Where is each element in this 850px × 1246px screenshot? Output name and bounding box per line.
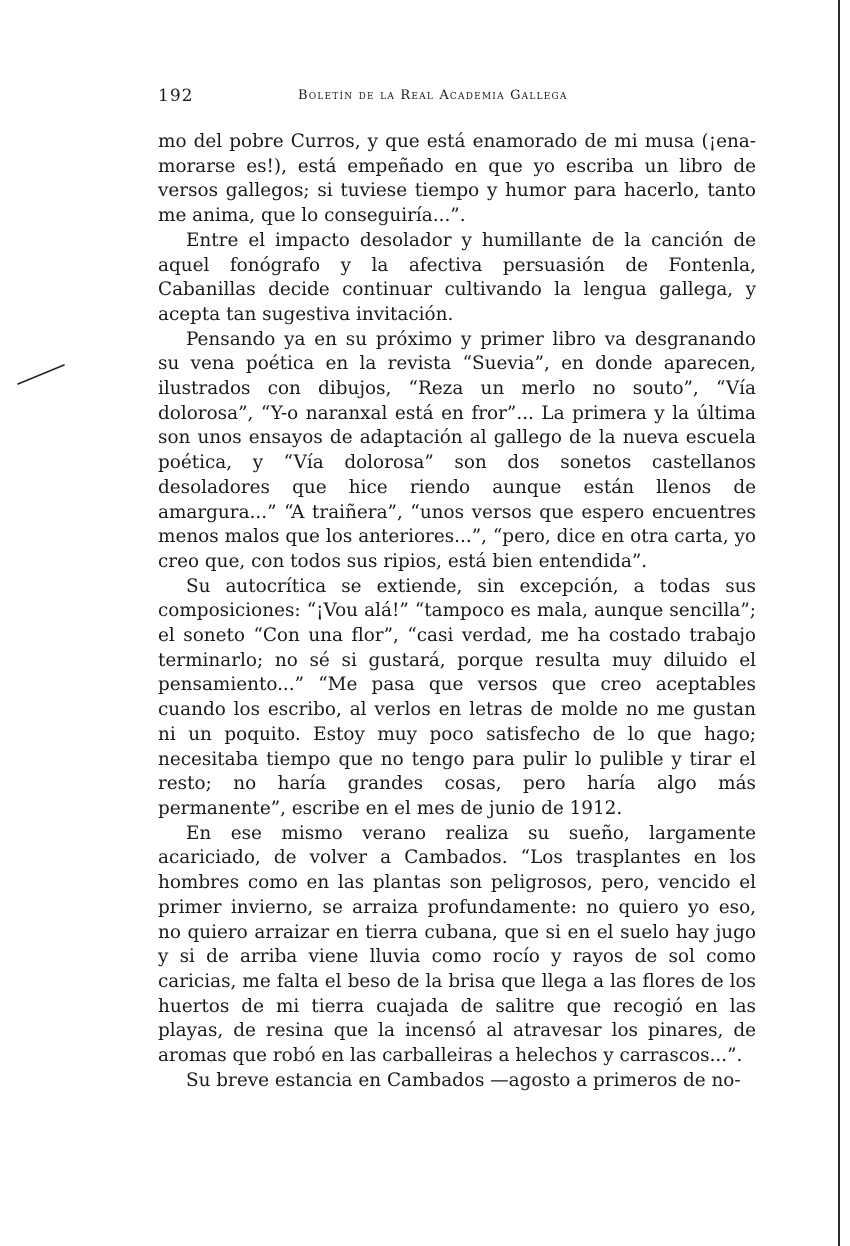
paragraph-final-line: Su breve estancia en Cambados —agosto a primeros de no- bbox=[186, 1069, 741, 1091]
page-edge-line bbox=[838, 0, 840, 1246]
margin-pen-mark bbox=[16, 362, 68, 386]
paragraph: Entre el impacto desolador y humillante de la canción de aquel fonógrafo y la afectiva persuasión de Fontenla, Cabanillas decide continuar cultivando la lengua gallega, y acepta tan sugestiva invitación. bbox=[158, 229, 756, 325]
paragraph-continuation: mo del pobre Curros, y que está enamorado de mi musa (¡ena-morarse es!), está empeñado en que yo escriba un libro de versos gallegos; si tuviese tiempo y humor para hacerlo, tanto me anima, que lo conseguiría...”. bbox=[158, 131, 756, 227]
page-number: 192 bbox=[158, 86, 194, 106]
running-header bbox=[158, 86, 756, 108]
article-body bbox=[158, 130, 756, 1093]
running-title: Boletín de la Real Academia Gallega bbox=[298, 88, 568, 103]
paragraph: Su autocrítica se extiende, sin excepción, a todas sus composiciones: “¡Vou alá!” “tampoco es mala, aunque sencilla”; el soneto “Con una flor”, “casi verdad, me ha costado trabajo terminarlo; no sé si gustará, porque resulta muy diluido el pensamiento...” “Me pasa que versos que creo aceptables cuando los escribo, al verlos en letras de molde no me gustan ni un poquito. Estoy muy poco satisfecho de lo que hago; necesitaba tiempo que no tengo para pulir lo pulible y tirar el resto; no haría grandes cosas, pero haría algo más permanente”, escribe en el mes de junio de 1912. bbox=[158, 575, 756, 819]
paragraph: Pensando ya en su próximo y primer libro va desgranando su vena poética en la revista “Suevia”, en donde aparecen, ilustrados con dibujos, “Reza un merlo no souto”, “Vía dolorosa”, “Y-o naranxal está en fror”... La primera y la última son unos ensayos de adaptación al gallego de la nueva escuela poética, y “Vía dolorosa” son dos sonetos castellanos desoladores que hice riendo aunque están llenos de amargura...” “A traiñera”, “unos versos que espero encuentres menos malos que los anteriores...”, “pero, dice en otra carta, yo creo que, con todos sus ripios, está bien entendida”. bbox=[158, 328, 756, 572]
paragraph: En ese mismo verano realiza su sueño, largamente acariciado, de volver a Cambados. “Los trasplantes en los hombres como en las plantas son peligrosos, pero, vencido el primer invierno, se arraiza profundamente: no quiero yo eso, no quiero arraizar en tierra cubana, que si en el suelo hay jugo y si de arriba viene lluvia como rocío y rayos de sol como caricias, me falta el beso de la brisa que llega a las flores de los huertos de mi tierra cuajada de salitre que recogió en las playas, de resina que la incensó al atravesar los pinares, de aromas que robó en las carballeiras a helechos y carrascos...”. bbox=[158, 822, 756, 1067]
